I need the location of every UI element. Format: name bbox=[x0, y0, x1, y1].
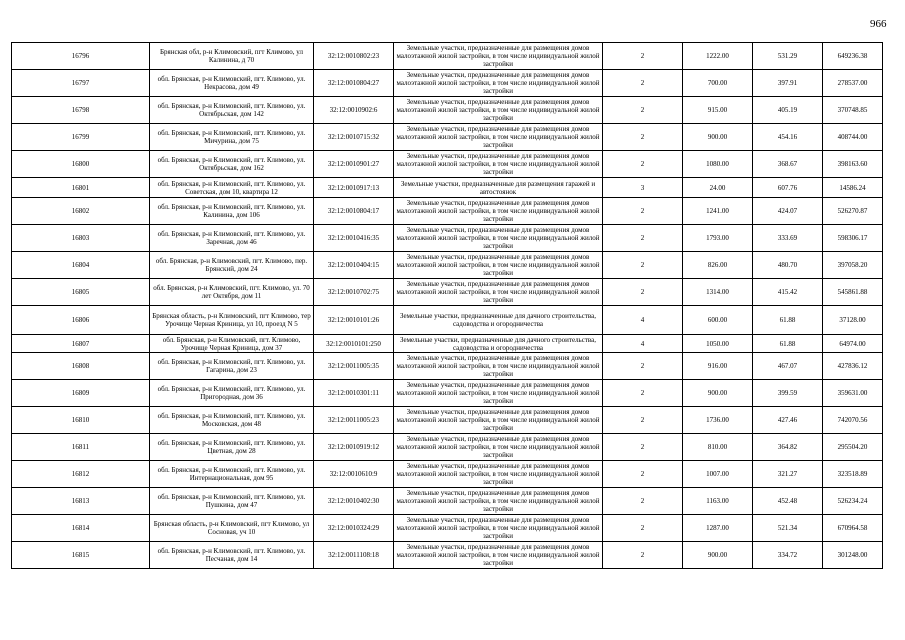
row-cadastral-value: 370748.85 bbox=[823, 97, 883, 124]
table-row bbox=[12, 151, 883, 178]
table-row bbox=[12, 124, 883, 151]
page-number: 966 bbox=[870, 18, 887, 30]
row-address: обл. Брянская, р-н Климовский, пгт. Климово, ул. Заречная, дом 46 bbox=[150, 225, 314, 252]
table-row bbox=[12, 252, 883, 279]
row-area: 826.00 bbox=[683, 252, 753, 279]
row-group: 2 bbox=[603, 198, 683, 225]
row-land-use: Земельные участки, предназначенные для размещения домов малоэтажной жилой застройки, в том числе индивидуальной жилой застройки bbox=[394, 353, 603, 380]
row-number: 16805 bbox=[12, 279, 150, 306]
row-address: обл. Брянская, р-н Климовский, пгт. Климово, ул. Гагарина, дом 23 bbox=[150, 353, 314, 380]
row-land-use: Земельные участки, предназначенные для размещения домов малоэтажной жилой застройки, в том числе индивидуальной жилой застройки bbox=[394, 380, 603, 407]
row-land-use: Земельные участки, предназначенные для размещения домов малоэтажной жилой застройки, в том числе индивидуальной жилой застройки bbox=[394, 434, 603, 461]
row-number: 16806 bbox=[12, 306, 150, 335]
table-row bbox=[12, 353, 883, 380]
row-area: 1287.00 bbox=[683, 515, 753, 542]
row-cadastral-number: 32:12:0010804:27 bbox=[314, 70, 394, 97]
row-land-use: Земельные участки, предназначенные для размещения домов малоэтажной жилой застройки, в том числе индивидуальной жилой застройки bbox=[394, 198, 603, 225]
row-cadastral-number: 32:12:0010804:17 bbox=[314, 198, 394, 225]
row-land-use: Земельные участки, предназначенные для размещения домов малоэтажной жилой застройки, в том числе индивидуальной жилой застройки bbox=[394, 225, 603, 252]
table-row bbox=[12, 434, 883, 461]
row-area: 1314.00 bbox=[683, 279, 753, 306]
row-address: обл. Брянская, р-н Климовский, пгт. Климово, ул. Мичурина, дом 75 bbox=[150, 124, 314, 151]
table-row bbox=[12, 380, 883, 407]
row-address: обл. Брянская, р-н Климовский, пгт. Климово, пер. Брянский, дом 24 bbox=[150, 252, 314, 279]
row-rate: 452.48 bbox=[753, 488, 823, 515]
table-row bbox=[12, 335, 883, 353]
row-group: 2 bbox=[603, 488, 683, 515]
row-land-use: Земельные участки, предназначенные для размещения домов малоэтажной жилой застройки, в том числе индивидуальной жилой застройки bbox=[394, 461, 603, 488]
row-land-use: Земельные участки, предназначенные для размещения домов малоэтажной жилой застройки, в том числе индивидуальной жилой застройки bbox=[394, 124, 603, 151]
row-area: 810.00 bbox=[683, 434, 753, 461]
table-row bbox=[12, 178, 883, 198]
row-group: 2 bbox=[603, 225, 683, 252]
cadastral-value-table bbox=[11, 42, 883, 569]
row-rate: 521.34 bbox=[753, 515, 823, 542]
row-cadastral-number: 32:12:0010919:12 bbox=[314, 434, 394, 461]
row-land-use: Земельные участки, предназначенные для размещения домов малоэтажной жилой застройки, в том числе индивидуальной жилой застройки bbox=[394, 252, 603, 279]
row-address: обл. Брянская, р-н Климовский, пгт. Климово, ул. 70 лет Октября, дом 11 bbox=[150, 279, 314, 306]
row-rate: 405.19 bbox=[753, 97, 823, 124]
row-number: 16802 bbox=[12, 198, 150, 225]
row-area: 915.00 bbox=[683, 97, 753, 124]
row-group: 2 bbox=[603, 252, 683, 279]
row-rate: 333.69 bbox=[753, 225, 823, 252]
row-group: 2 bbox=[603, 461, 683, 488]
row-address: обл. Брянская, р-н Климовский, пгт. Климово, ул. Некрасова, дом 49 bbox=[150, 70, 314, 97]
row-number: 16811 bbox=[12, 434, 150, 461]
row-cadastral-value: 545861.88 bbox=[823, 279, 883, 306]
row-area: 1222.00 bbox=[683, 43, 753, 70]
row-number: 16815 bbox=[12, 542, 150, 569]
row-number: 16807 bbox=[12, 335, 150, 353]
row-rate: 480.70 bbox=[753, 252, 823, 279]
row-cadastral-value: 37128.00 bbox=[823, 306, 883, 335]
table-row bbox=[12, 306, 883, 335]
row-land-use: Земельные участки, предназначенные для размещения домов малоэтажной жилой застройки, в том числе индивидуальной жилой застройки bbox=[394, 43, 603, 70]
row-address: обл. Брянская, р-н Климовский, пгт. Климово, ул. Песчаная, дом 14 bbox=[150, 542, 314, 569]
row-cadastral-number: 32:12:0010715:32 bbox=[314, 124, 394, 151]
row-cadastral-number: 32:12:0010324:29 bbox=[314, 515, 394, 542]
row-number: 16798 bbox=[12, 97, 150, 124]
row-land-use: Земельные участки, предназначенные для размещения домов малоэтажной жилой застройки, в том числе индивидуальной жилой застройки bbox=[394, 407, 603, 434]
row-number: 16808 bbox=[12, 353, 150, 380]
row-area: 1241.00 bbox=[683, 198, 753, 225]
row-cadastral-number: 32:12:0010917:13 bbox=[314, 178, 394, 198]
row-rate: 364.82 bbox=[753, 434, 823, 461]
row-rate: 531.29 bbox=[753, 43, 823, 70]
row-rate: 334.72 bbox=[753, 542, 823, 569]
table-row bbox=[12, 70, 883, 97]
row-cadastral-value: 64974.00 bbox=[823, 335, 883, 353]
row-cadastral-number: 32:12:0011005:23 bbox=[314, 407, 394, 434]
row-cadastral-value: 359631.00 bbox=[823, 380, 883, 407]
row-cadastral-value: 526270.87 bbox=[823, 198, 883, 225]
row-land-use: Земельные участки, предназначенные для размещения домов малоэтажной жилой застройки, в том числе индивидуальной жилой застройки bbox=[394, 70, 603, 97]
row-area: 1736.00 bbox=[683, 407, 753, 434]
row-cadastral-value: 670964.58 bbox=[823, 515, 883, 542]
row-group: 2 bbox=[603, 124, 683, 151]
row-rate: 321.27 bbox=[753, 461, 823, 488]
table-row bbox=[12, 488, 883, 515]
row-group: 3 bbox=[603, 178, 683, 198]
row-group: 2 bbox=[603, 353, 683, 380]
row-number: 16803 bbox=[12, 225, 150, 252]
table-row bbox=[12, 542, 883, 569]
row-rate: 61.88 bbox=[753, 335, 823, 353]
row-address: Брянская область, р-н Климовский, пгт Климово, тер Урочище Черная Криница, ул 10, проезд N 5 bbox=[150, 306, 314, 335]
row-cadastral-value: 295504.20 bbox=[823, 434, 883, 461]
row-address: обл. Брянская, р-н Климовский, пгт. Климово, ул. Цветная, дом 28 bbox=[150, 434, 314, 461]
row-area: 1163.00 bbox=[683, 488, 753, 515]
row-address: обл. Брянская, р-н Климовский, пгт. Климово, ул. Октябрьская, дом 162 bbox=[150, 151, 314, 178]
row-cadastral-number: 32:12:0010901:27 bbox=[314, 151, 394, 178]
row-land-use: Земельные участки, предназначенные для размещения домов малоэтажной жилой застройки, в том числе индивидуальной жилой застройки bbox=[394, 488, 603, 515]
row-rate: 467.07 bbox=[753, 353, 823, 380]
table-row bbox=[12, 198, 883, 225]
row-group: 2 bbox=[603, 43, 683, 70]
row-address: обл. Брянская, р-н Климовский, пгт. Климово, ул. Советская, дом 10, квартира 12 bbox=[150, 178, 314, 198]
row-group: 2 bbox=[603, 542, 683, 569]
row-cadastral-value: 397058.20 bbox=[823, 252, 883, 279]
row-group: 2 bbox=[603, 434, 683, 461]
row-address: обл. Брянская, р-н Климовский, пгт. Климово, Урочище Черная Криница, дом 37 bbox=[150, 335, 314, 353]
row-area: 600.00 bbox=[683, 306, 753, 335]
row-number: 16799 bbox=[12, 124, 150, 151]
row-cadastral-value: 427836.12 bbox=[823, 353, 883, 380]
row-number: 16800 bbox=[12, 151, 150, 178]
row-group: 4 bbox=[603, 335, 683, 353]
row-cadastral-value: 323518.89 bbox=[823, 461, 883, 488]
row-cadastral-value: 398163.60 bbox=[823, 151, 883, 178]
row-address: обл. Брянская, р-н Климовский, пгт. Климово, ул. Московская, дом 48 bbox=[150, 407, 314, 434]
row-area: 24.00 bbox=[683, 178, 753, 198]
row-cadastral-number: 32:12:0010416:35 bbox=[314, 225, 394, 252]
row-rate: 397.91 bbox=[753, 70, 823, 97]
row-cadastral-value: 742070.56 bbox=[823, 407, 883, 434]
table-row bbox=[12, 225, 883, 252]
row-land-use: Земельные участки, предназначенные для дачного строительства, садоводства и огородничества bbox=[394, 335, 603, 353]
row-rate: 368.67 bbox=[753, 151, 823, 178]
row-address: обл. Брянская, р-н Климовский, пгт. Климово, ул. Октябрьская, дом 142 bbox=[150, 97, 314, 124]
row-area: 916.00 bbox=[683, 353, 753, 380]
row-number: 16813 bbox=[12, 488, 150, 515]
row-number: 16810 bbox=[12, 407, 150, 434]
table-row bbox=[12, 97, 883, 124]
row-group: 2 bbox=[603, 380, 683, 407]
row-area: 1050.00 bbox=[683, 335, 753, 353]
row-cadastral-number: 32:12:0010702:75 bbox=[314, 279, 394, 306]
table-row bbox=[12, 461, 883, 488]
row-cadastral-number: 32:12:0010301:11 bbox=[314, 380, 394, 407]
row-address: Брянская область, р-н Климовский, пгт Климово, ул Сосновая, уч 10 bbox=[150, 515, 314, 542]
row-area: 700.00 bbox=[683, 70, 753, 97]
row-land-use: Земельные участки, предназначенные для размещения домов малоэтажной жилой застройки, в том числе индивидуальной жилой застройки bbox=[394, 279, 603, 306]
row-rate: 607.76 bbox=[753, 178, 823, 198]
row-land-use: Земельные участки, предназначенные для размещения гаражей и автостоянок bbox=[394, 178, 603, 198]
row-area: 1080.00 bbox=[683, 151, 753, 178]
row-rate: 424.07 bbox=[753, 198, 823, 225]
row-group: 2 bbox=[603, 279, 683, 306]
row-number: 16809 bbox=[12, 380, 150, 407]
row-address: обл. Брянская, р-н Климовский, пгт. Климово, ул. Калинина, дом 106 bbox=[150, 198, 314, 225]
row-rate: 427.46 bbox=[753, 407, 823, 434]
row-cadastral-value: 598306.17 bbox=[823, 225, 883, 252]
row-group: 2 bbox=[603, 515, 683, 542]
row-cadastral-number: 32:12:0010802:23 bbox=[314, 43, 394, 70]
table-row bbox=[12, 43, 883, 70]
row-cadastral-number: 32:12:0011108:18 bbox=[314, 542, 394, 569]
row-number: 16796 bbox=[12, 43, 150, 70]
row-group: 4 bbox=[603, 306, 683, 335]
row-cadastral-number: 32:12:0010101:26 bbox=[314, 306, 394, 335]
row-cadastral-number: 32:12:0010404:15 bbox=[314, 252, 394, 279]
row-number: 16797 bbox=[12, 70, 150, 97]
row-number: 16814 bbox=[12, 515, 150, 542]
row-area: 1007.00 bbox=[683, 461, 753, 488]
row-cadastral-value: 408744.00 bbox=[823, 124, 883, 151]
row-number: 16812 bbox=[12, 461, 150, 488]
row-land-use: Земельные участки, предназначенные для дачного строительства, садоводства и огородничества bbox=[394, 306, 603, 335]
row-cadastral-value: 278537.00 bbox=[823, 70, 883, 97]
row-cadastral-value: 649236.38 bbox=[823, 43, 883, 70]
row-area: 1793.00 bbox=[683, 225, 753, 252]
row-address: обл. Брянская, р-н Климовский, пгт. Климово, ул. Интернациональная, дом 95 bbox=[150, 461, 314, 488]
row-group: 2 bbox=[603, 70, 683, 97]
row-group: 2 bbox=[603, 151, 683, 178]
row-cadastral-number: 32:12:0010402:30 bbox=[314, 488, 394, 515]
row-address: обл. Брянская, р-н Климовский, пгт. Климово, ул. Пригородная, дом 36 bbox=[150, 380, 314, 407]
row-rate: 61.88 bbox=[753, 306, 823, 335]
row-land-use: Земельные участки, предназначенные для размещения домов малоэтажной жилой застройки, в том числе индивидуальной жилой застройки bbox=[394, 97, 603, 124]
row-group: 2 bbox=[603, 97, 683, 124]
row-rate: 454.16 bbox=[753, 124, 823, 151]
row-land-use: Земельные участки, предназначенные для размещения домов малоэтажной жилой застройки, в том числе индивидуальной жилой застройки bbox=[394, 151, 603, 178]
row-number: 16804 bbox=[12, 252, 150, 279]
row-rate: 399.59 bbox=[753, 380, 823, 407]
table-row bbox=[12, 279, 883, 306]
row-cadastral-number: 32:12:0010101:250 bbox=[314, 335, 394, 353]
row-cadastral-number: 32:12:0011005:35 bbox=[314, 353, 394, 380]
table-row bbox=[12, 515, 883, 542]
row-cadastral-number: 32:12:0010610:9 bbox=[314, 461, 394, 488]
row-cadastral-value: 526234.24 bbox=[823, 488, 883, 515]
row-address: обл. Брянская, р-н Климовский, пгт. Климово, ул. Пушкина, дом 47 bbox=[150, 488, 314, 515]
table-body bbox=[12, 43, 883, 569]
row-cadastral-value: 14586.24 bbox=[823, 178, 883, 198]
row-group: 2 bbox=[603, 407, 683, 434]
row-land-use: Земельные участки, предназначенные для размещения домов малоэтажной жилой застройки, в том числе индивидуальной жилой застройки bbox=[394, 515, 603, 542]
row-cadastral-number: 32:12:0010902:6 bbox=[314, 97, 394, 124]
table-row bbox=[12, 407, 883, 434]
row-area: 900.00 bbox=[683, 542, 753, 569]
row-rate: 415.42 bbox=[753, 279, 823, 306]
row-address: Брянская обл, р-н Климовский, пгт Климово, ул Калинина, д 70 bbox=[150, 43, 314, 70]
row-area: 900.00 bbox=[683, 380, 753, 407]
row-number: 16801 bbox=[12, 178, 150, 198]
row-cadastral-value: 301248.00 bbox=[823, 542, 883, 569]
row-land-use: Земельные участки, предназначенные для размещения домов малоэтажной жилой застройки, в том числе индивидуальной жилой застройки bbox=[394, 542, 603, 569]
row-area: 900.00 bbox=[683, 124, 753, 151]
